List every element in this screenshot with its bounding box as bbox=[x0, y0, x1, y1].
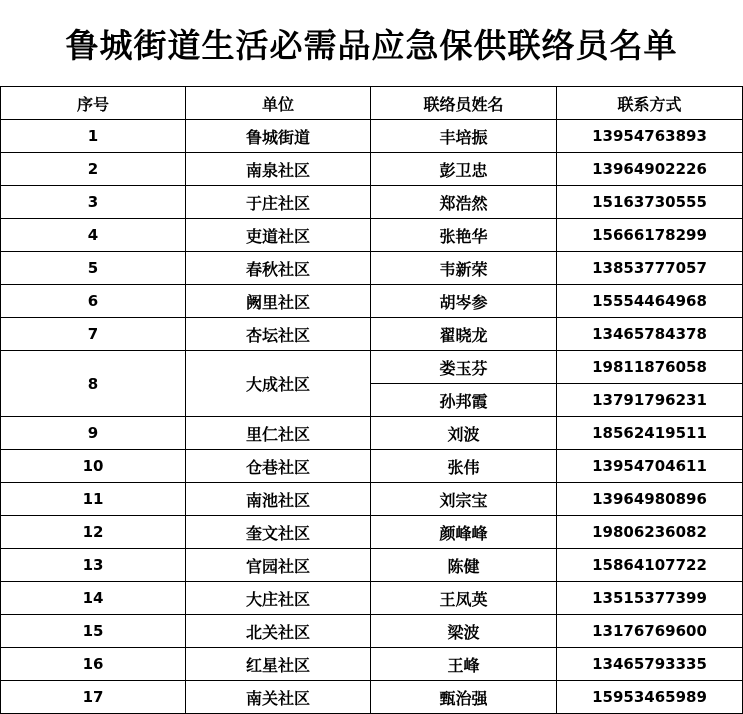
row-phone: 13465793335 bbox=[557, 648, 743, 681]
page-title: 鲁城街道生活必需品应急保供联络员名单 bbox=[65, 25, 678, 65]
table-row bbox=[1, 351, 743, 384]
row-phone: 15953465989 bbox=[557, 681, 743, 714]
table-row bbox=[1, 219, 743, 252]
row-contact: 刘宗宝 bbox=[371, 483, 557, 516]
table-row bbox=[1, 582, 743, 615]
row-unit: 奎文社区 bbox=[186, 516, 371, 549]
table-header-row bbox=[1, 87, 743, 120]
table-row bbox=[1, 483, 743, 516]
row-unit: 大庄社区 bbox=[186, 582, 371, 615]
row-index: 7 bbox=[1, 318, 186, 351]
contact-table bbox=[0, 86, 743, 714]
row-contact: 陈健 bbox=[371, 549, 557, 582]
row-phone: 13853777057 bbox=[557, 252, 743, 285]
row-contact: 张艳华 bbox=[371, 219, 557, 252]
row-index: 9 bbox=[1, 417, 186, 450]
row-phone: 18562419511 bbox=[557, 417, 743, 450]
row-contact: 彭卫忠 bbox=[371, 153, 557, 186]
row-index: 14 bbox=[1, 582, 186, 615]
row-phone: 13791796231 bbox=[557, 384, 743, 417]
row-unit: 南池社区 bbox=[186, 483, 371, 516]
row-index: 15 bbox=[1, 615, 186, 648]
row-contact: 丰培振 bbox=[371, 120, 557, 153]
table-row bbox=[1, 450, 743, 483]
row-contact: 娄玉芬 bbox=[371, 351, 557, 384]
table-row bbox=[1, 417, 743, 450]
header-unit: 单位 bbox=[186, 87, 371, 120]
row-contact: 甄治强 bbox=[371, 681, 557, 714]
row-phone: 15163730555 bbox=[557, 186, 743, 219]
row-contact: 胡岑参 bbox=[371, 285, 557, 318]
row-phone: 15666178299 bbox=[557, 219, 743, 252]
row-phone: 13964902226 bbox=[557, 153, 743, 186]
row-contact: 张伟 bbox=[371, 450, 557, 483]
table-row bbox=[1, 285, 743, 318]
row-unit: 杏坛社区 bbox=[186, 318, 371, 351]
row-phone: 13176769600 bbox=[557, 615, 743, 648]
row-phone: 13515377399 bbox=[557, 582, 743, 615]
row-index: 2 bbox=[1, 153, 186, 186]
row-unit: 仓巷社区 bbox=[186, 450, 371, 483]
row-contact: 王峰 bbox=[371, 648, 557, 681]
row-phone: 15554464968 bbox=[557, 285, 743, 318]
row-unit: 红星社区 bbox=[186, 648, 371, 681]
row-contact: 梁波 bbox=[371, 615, 557, 648]
header-index: 序号 bbox=[1, 87, 186, 120]
row-index: 12 bbox=[1, 516, 186, 549]
row-contact: 郑浩然 bbox=[371, 186, 557, 219]
row-index: 11 bbox=[1, 483, 186, 516]
row-phone: 19811876058 bbox=[557, 351, 743, 384]
row-unit: 南关社区 bbox=[186, 681, 371, 714]
table-row bbox=[1, 252, 743, 285]
row-index: 8 bbox=[1, 351, 186, 417]
row-contact: 王凤英 bbox=[371, 582, 557, 615]
table-row bbox=[1, 615, 743, 648]
row-unit: 大成社区 bbox=[186, 351, 371, 417]
row-index: 13 bbox=[1, 549, 186, 582]
table-row bbox=[1, 681, 743, 714]
table-row bbox=[1, 648, 743, 681]
row-unit: 于庄社区 bbox=[186, 186, 371, 219]
table-row bbox=[1, 318, 743, 351]
row-phone: 19806236082 bbox=[557, 516, 743, 549]
row-unit: 里仁社区 bbox=[186, 417, 371, 450]
row-contact: 刘波 bbox=[371, 417, 557, 450]
row-index: 5 bbox=[1, 252, 186, 285]
row-unit: 官园社区 bbox=[186, 549, 371, 582]
row-unit: 阙里社区 bbox=[186, 285, 371, 318]
row-unit: 北关社区 bbox=[186, 615, 371, 648]
row-index: 10 bbox=[1, 450, 186, 483]
row-contact: 孙邦霞 bbox=[371, 384, 557, 417]
row-contact: 韦新荣 bbox=[371, 252, 557, 285]
row-unit: 春秋社区 bbox=[186, 252, 371, 285]
row-phone: 13964980896 bbox=[557, 483, 743, 516]
row-index: 16 bbox=[1, 648, 186, 681]
row-unit: 鲁城街道 bbox=[186, 120, 371, 153]
header-contact: 联络员姓名 bbox=[371, 87, 557, 120]
table-row bbox=[1, 153, 743, 186]
row-index: 4 bbox=[1, 219, 186, 252]
row-contact: 翟晓龙 bbox=[371, 318, 557, 351]
row-phone: 13954704611 bbox=[557, 450, 743, 483]
row-index: 3 bbox=[1, 186, 186, 219]
table-row bbox=[1, 549, 743, 582]
row-contact: 颜峰峰 bbox=[371, 516, 557, 549]
table-row bbox=[1, 186, 743, 219]
table-row bbox=[1, 120, 743, 153]
row-phone: 15864107722 bbox=[557, 549, 743, 582]
header-phone: 联系方式 bbox=[557, 87, 743, 120]
table-row bbox=[1, 516, 743, 549]
row-index: 17 bbox=[1, 681, 186, 714]
row-unit: 吏道社区 bbox=[186, 219, 371, 252]
row-phone: 13954763893 bbox=[557, 120, 743, 153]
row-phone: 13465784378 bbox=[557, 318, 743, 351]
row-index: 1 bbox=[1, 120, 186, 153]
row-unit: 南泉社区 bbox=[186, 153, 371, 186]
row-index: 6 bbox=[1, 285, 186, 318]
